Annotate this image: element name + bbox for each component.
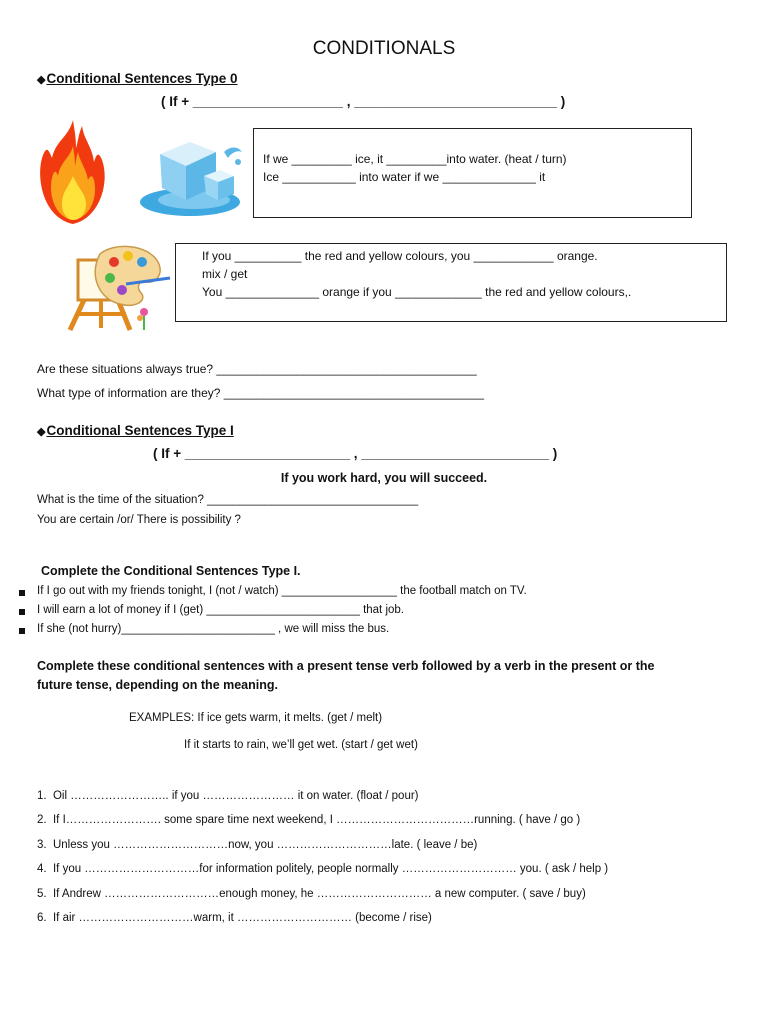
item-text: If I……………………. some spare time next weekend, I ………………………………running. ( have / go ): [52, 814, 581, 826]
type0-question-1: Are these situations always true? _______________________________________: [37, 362, 477, 376]
example-2: If it starts to rain, we’ll get wet. (start / get wet): [184, 739, 418, 751]
box2-line1: If you __________ the red and yellow colours, you ____________ orange.: [202, 249, 598, 263]
list-item: I will earn a lot of money if I (get) ________________________ that job.: [37, 604, 404, 616]
box2-line3: You ______________ orange if you _____________ the red and yellow colours,.: [202, 285, 632, 299]
item-number: 5.: [37, 888, 47, 900]
type0-question-2: What type of information are they? _______________________________________: [37, 386, 485, 400]
numbered-item-3: [37, 839, 477, 851]
complete-type1-heading: Complete the Conditional Sentences Type I.: [41, 564, 301, 578]
type1-example: If you work hard, you will succeed.: [280, 471, 488, 485]
item-text: If you …………………………for information politely, people normally ………………………… you. ( ask / help ): [52, 863, 609, 875]
bullet-icon: [19, 628, 25, 634]
bullet-icon: [19, 609, 25, 615]
paint-palette-icon: [64, 244, 174, 332]
type1-heading-text: Conditional Sentences Type I: [46, 423, 234, 438]
list-item: If she (not hurry)________________________ , we will miss the bus.: [37, 623, 390, 635]
fire-icon: [38, 118, 108, 228]
bullet-icon: [19, 590, 25, 596]
type0-formula: ( If + ____________________ , ___________________________ ): [161, 94, 566, 109]
item-number: 3.: [37, 839, 47, 851]
item-number: 2.: [37, 814, 47, 826]
ice-cube-icon: [138, 136, 250, 220]
item-number: 4.: [37, 863, 47, 875]
item-number: 1.: [37, 790, 47, 802]
complete-type2-heading-1: Complete these conditional sentences with a present tense verb followed by a verb in the present or the: [37, 659, 655, 673]
section-heading-type0: [37, 71, 238, 86]
type1-question-2: You are certain /or/ There is possibility ?: [37, 514, 241, 526]
numbered-item-1: [37, 790, 419, 802]
type1-question-1: What is the time of the situation? _________________________________: [37, 494, 419, 506]
page-title: CONDITIONALS: [312, 38, 456, 59]
box2-line2: mix / get: [202, 267, 248, 281]
numbered-item-4: [37, 863, 608, 875]
list-item: If I go out with my friends tonight, I (not / watch) __________________ the football match on TV.: [37, 585, 527, 597]
item-text: Oil …………………….. if you …………………… it on water. (float / pour): [52, 790, 419, 802]
diamond-icon: ◆: [37, 74, 46, 86]
type1-formula: ( If + ______________________ , _________________________ ): [153, 446, 558, 461]
numbered-item-5: [37, 888, 586, 900]
item-text: Unless you …………………………now, you …………………………late. ( leave / be): [52, 839, 478, 851]
box1-line1: If we _________ ice, it _________into water. (heat / turn): [263, 152, 567, 166]
numbered-item-2: [37, 814, 580, 826]
box1-line2: Ice ___________ into water if we ______________ it: [263, 170, 546, 184]
section-heading-type1: [37, 423, 234, 438]
example-1: EXAMPLES: If ice gets warm, it melts. (get / melt): [129, 712, 383, 724]
complete-type2-heading-2: future tense, depending on the meaning.: [37, 678, 278, 692]
type0-heading-text: Conditional Sentences Type 0: [46, 71, 238, 86]
item-number: 6.: [37, 912, 47, 924]
item-text: If Andrew …………………………enough money, he ………………………… a new computer. ( save / buy): [52, 888, 586, 900]
diamond-icon: ◆: [37, 426, 46, 438]
numbered-item-6: [37, 912, 432, 924]
item-text: If air …………………………warm, it ………………………… (become / rise): [52, 912, 432, 924]
